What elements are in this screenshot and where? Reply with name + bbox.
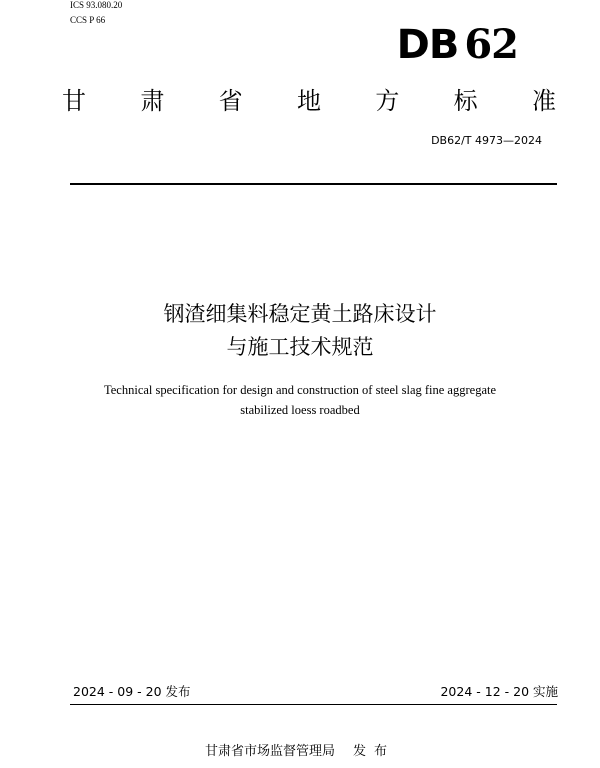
title-cn-line2: 与施工技术规范 (226, 335, 374, 359)
logo-number: 62 (464, 21, 518, 68)
standard-type-char: 省 (218, 87, 243, 115)
implementation-date: 2024 - 12 - 20 实施 (440, 684, 558, 699)
standard-type-char: 方 (375, 87, 400, 115)
publisher-line (0, 744, 600, 760)
top-divider (70, 183, 557, 185)
publisher-name: 甘肃省市场监督管理局 (204, 744, 335, 759)
ics-code: ICS 93.080.20 (70, 0, 123, 10)
standard-type-char: 标 (453, 87, 478, 115)
title-cn-line1: 钢渣细集料稳定黄土路床设计 (163, 302, 437, 326)
publish-action: 发布 (353, 744, 396, 759)
title-en-line1: Technical specification for design and construction of steel slag fine aggregate (103, 383, 497, 397)
ccs-code: CCS P 66 (70, 15, 106, 25)
standard-type-char: 地 (296, 87, 321, 115)
db-logo (397, 22, 518, 68)
logo-prefix: DB (396, 22, 459, 68)
standard-type-char: 准 (531, 87, 556, 115)
issue-date: 2024 - 09 - 20 发布 (73, 684, 191, 699)
title-en-line2: stabilized loess roadbed (240, 403, 360, 417)
standard-number: DB62/T 4973—2024 (431, 134, 542, 147)
standard-type-char: 肃 (140, 87, 165, 115)
standard-type-char: 甘 (62, 87, 86, 115)
standard-type-heading (62, 86, 556, 116)
bottom-divider (70, 704, 557, 705)
